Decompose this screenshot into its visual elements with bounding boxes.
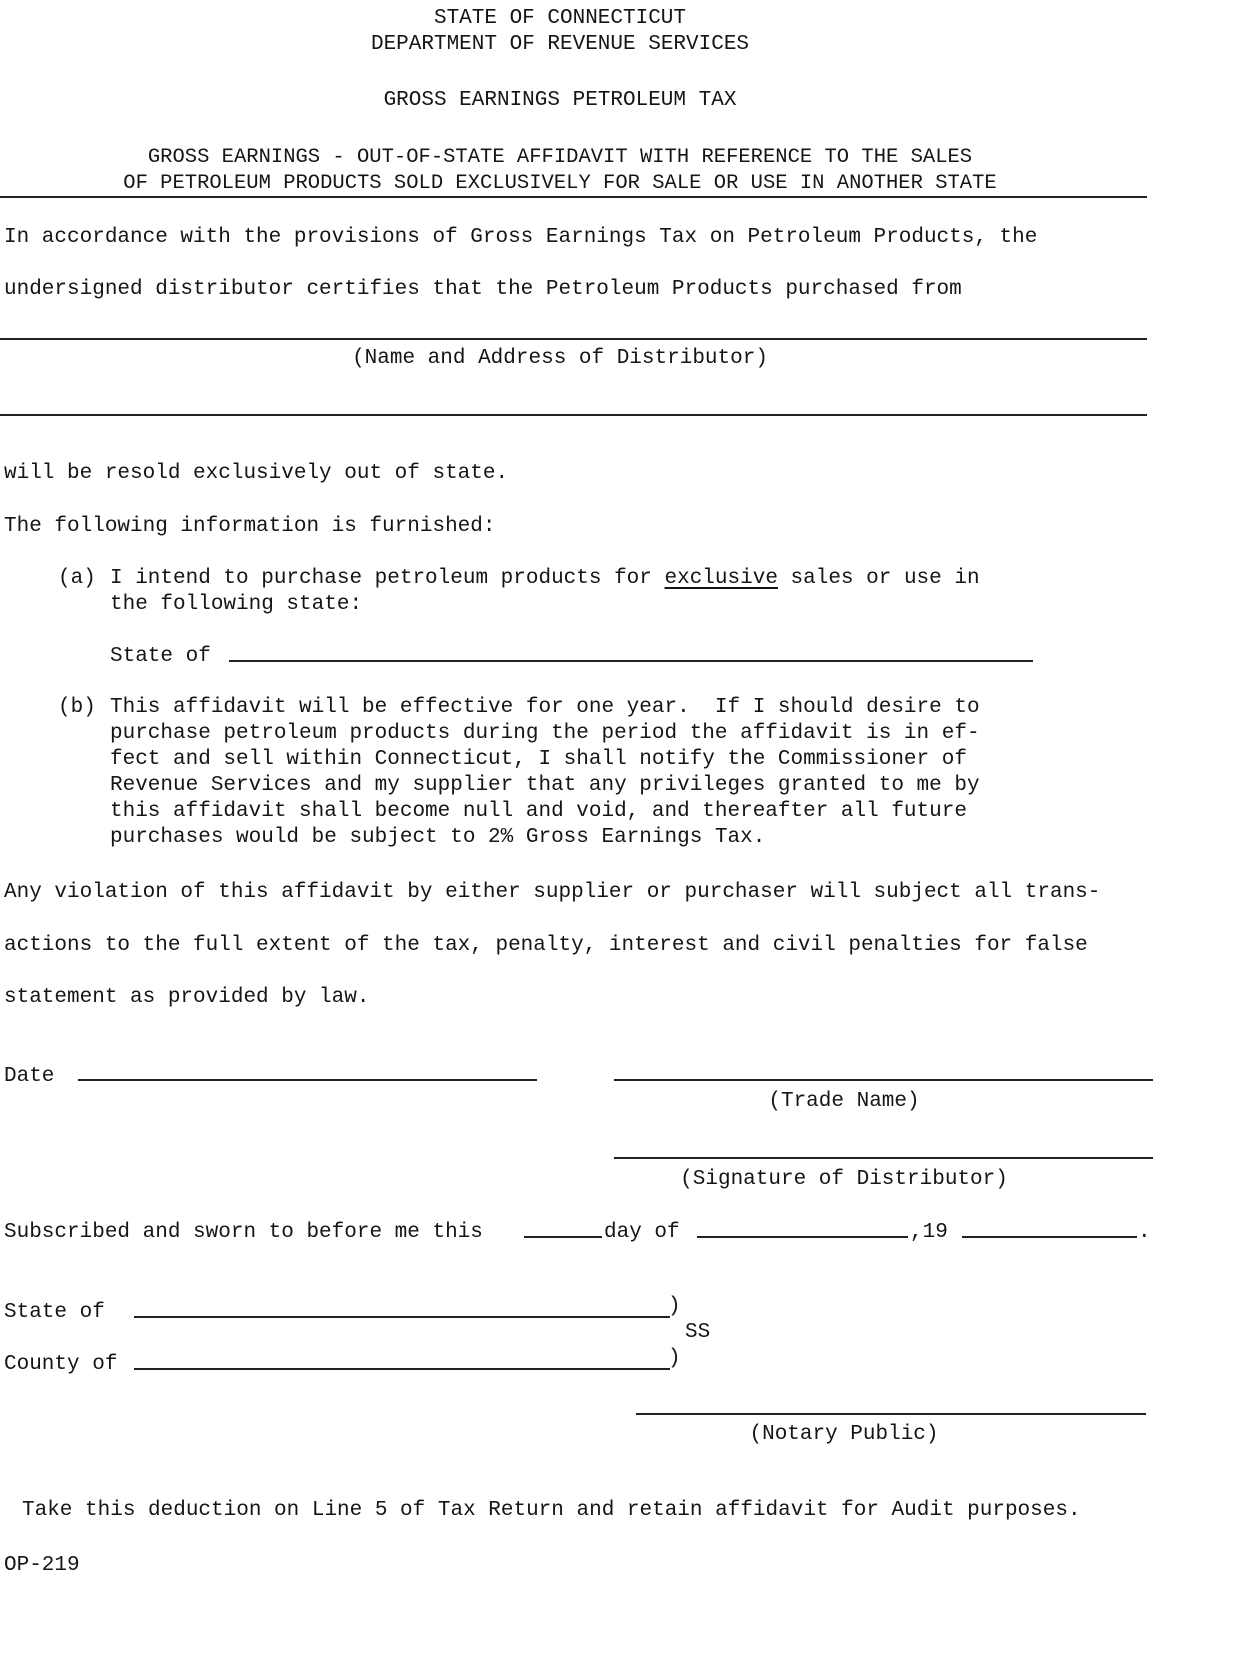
intro-line-1: In accordance with the provisions of Gross Earnings Tax on Petroleum Products, the <box>4 226 1038 249</box>
distributor-caption: (Name and Address of Distributor) <box>352 347 768 370</box>
notary-caption: (Notary Public) <box>749 1423 939 1446</box>
date-field[interactable] <box>78 1079 537 1081</box>
notary-signature-field[interactable] <box>636 1413 1146 1415</box>
distributor-signature-caption: (Signature of Distributor) <box>680 1168 1008 1191</box>
item-b-line-6: purchases would be subject to 2% Gross Earnings Tax. <box>110 826 766 849</box>
notary-county-paren: ) <box>668 1347 681 1370</box>
violation-line-1: Any violation of this affidavit by either supplier or purchaser will subject all trans- <box>4 881 1101 904</box>
intro-line-2: undersigned distributor certifies that the Petroleum Products purchased from <box>4 278 962 301</box>
form-title-line-1: GROSS EARNINGS - OUT-OF-STATE AFFIDAVIT WITH REFERENCE TO THE SALES <box>147 146 973 169</box>
exclusive-emphasis: exclusive <box>664 567 778 590</box>
header-rule <box>0 196 1147 198</box>
violation-line-2: actions to the full extent of the tax, penalty, interest and civil penalties for false <box>4 934 1088 957</box>
header-state: STATE OF CONNECTICUT <box>433 7 687 30</box>
item-b-line-1: This affidavit will be effective for one year. If I should desire to <box>110 696 980 719</box>
sworn-label: Subscribed and sworn to before me this <box>4 1221 483 1244</box>
notary-county-label: County of <box>4 1353 118 1376</box>
item-b-marker: (b) <box>58 696 96 719</box>
violation-line-3: statement as provided by law. <box>4 986 370 1009</box>
distributor-address-field[interactable] <box>0 414 1147 416</box>
day-of-label: day of <box>604 1221 680 1244</box>
item-b-line-4: Revenue Services and my supplier that any privileges granted to me by <box>110 774 980 797</box>
item-a-text-line-2: the following state: <box>110 593 363 616</box>
item-b-line-2: purchase petroleum products during the period the affidavit is in ef- <box>110 722 980 745</box>
sworn-day-field[interactable] <box>524 1236 602 1238</box>
item-a-marker: (a) <box>58 567 96 590</box>
header-tax-name: GROSS EARNINGS PETROLEUM TAX <box>383 89 737 112</box>
date-label: Date <box>4 1065 55 1088</box>
item-b-line-5: this affidavit shall become null and void, and thereafter all future <box>110 800 967 823</box>
notary-state-field[interactable] <box>134 1316 670 1318</box>
distributor-signature-field[interactable] <box>614 1157 1153 1159</box>
notary-county-field[interactable] <box>134 1368 670 1370</box>
trade-name-field[interactable] <box>614 1079 1153 1081</box>
footer-instruction: Take this deduction on Line 5 of Tax Return and retain affidavit for Audit purposes. <box>22 1499 1081 1522</box>
notary-state-paren: ) <box>668 1295 681 1318</box>
resold-statement: will be resold exclusively out of state. <box>4 462 509 485</box>
trade-name-caption: (Trade Name) <box>768 1090 920 1113</box>
info-furnished-label: The following information is furnished: <box>4 515 496 538</box>
item-a-state-field[interactable] <box>229 660 1033 662</box>
header-department: DEPARTMENT OF REVENUE SERVICES <box>370 33 750 56</box>
form-title-line-2: OF PETROLEUM PRODUCTS SOLD EXCLUSIVELY FOR SALE OR USE IN ANOTHER STATE <box>123 172 997 195</box>
year-prefix-label: ,19 <box>910 1221 948 1244</box>
item-a-state-label: State of <box>110 645 211 668</box>
sworn-year-field[interactable] <box>962 1236 1137 1238</box>
sworn-month-field[interactable] <box>697 1236 908 1238</box>
item-b-line-3: fect and sell within Connecticut, I shall notify the Commissioner of <box>110 748 967 771</box>
sworn-period: . <box>1138 1221 1151 1244</box>
item-a-text-line-1: I intend to purchase petroleum products for exclusive sales or use in <box>110 567 980 590</box>
notary-state-label: State of <box>4 1301 105 1324</box>
form-number: OP-219 <box>4 1554 80 1577</box>
ss-label: SS <box>685 1321 711 1344</box>
distributor-name-field[interactable] <box>0 338 1147 340</box>
